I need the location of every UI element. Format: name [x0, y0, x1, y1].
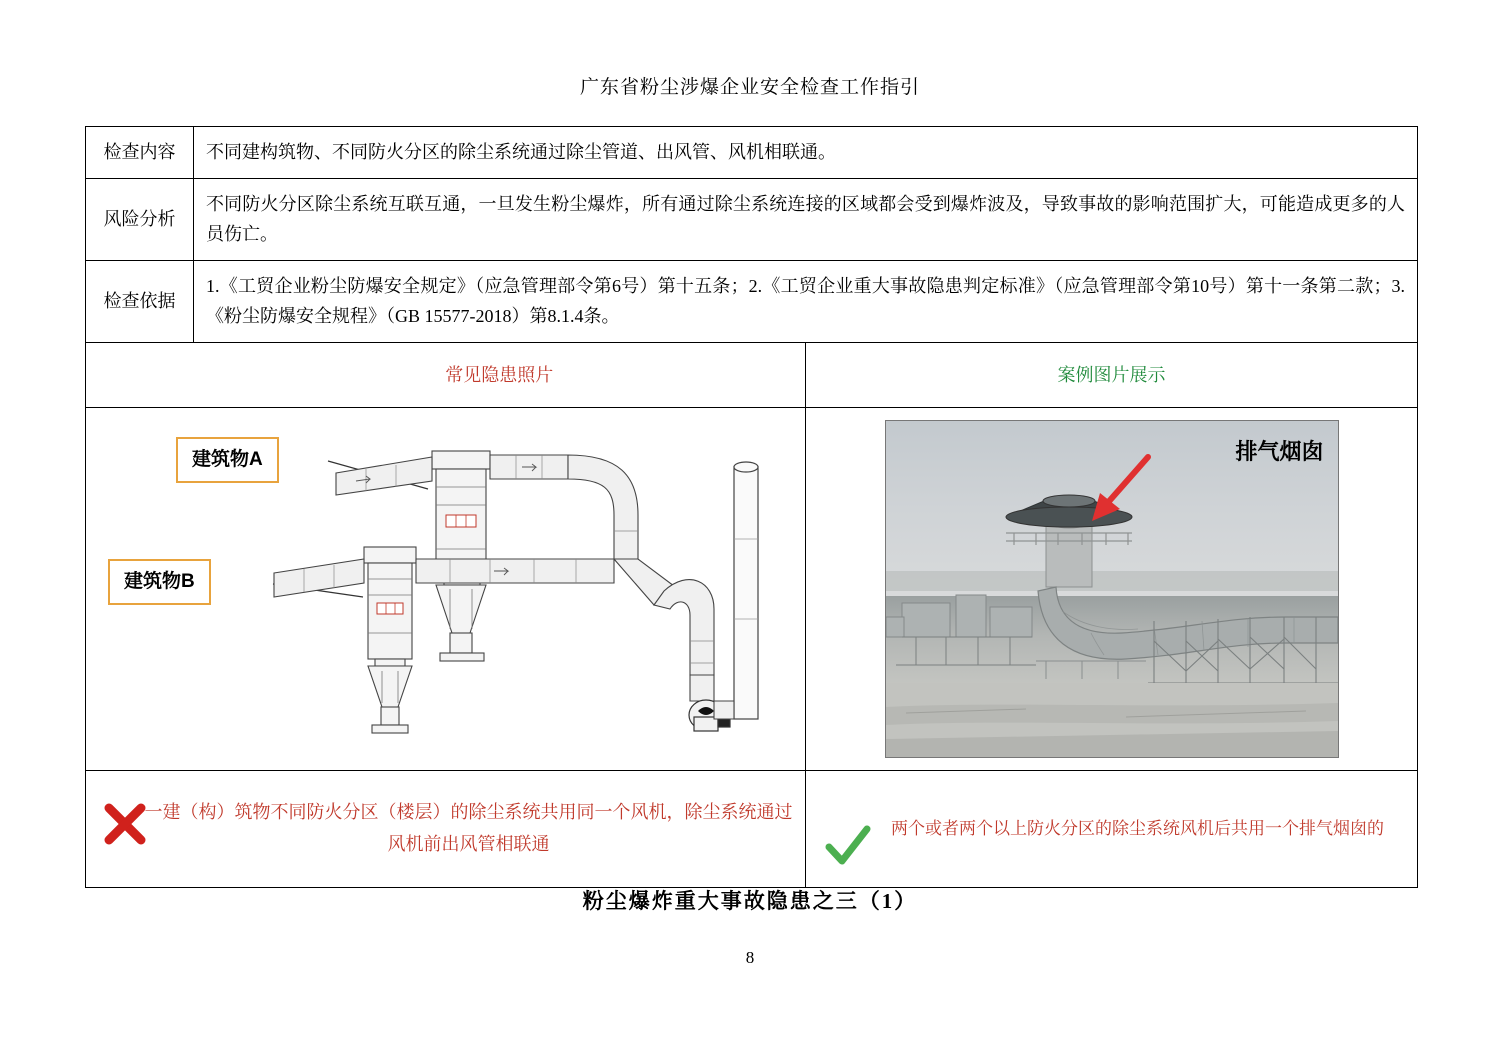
row-label-check-content: 检查内容	[86, 127, 194, 179]
subhead-left-label: 常见隐患照片	[445, 364, 554, 385]
cross-mark-icon	[102, 801, 148, 847]
row-text-risk-analysis: 不同防火分区除尘系统互联互通，一旦发生粉尘爆炸，所有通过除尘系统连接的区域都会受到爆炸波及，导致事故的影响范围扩大，可能造成更多的人员伤亡。	[194, 178, 1418, 260]
subhead-spacer	[86, 342, 194, 407]
check-mark-icon	[824, 825, 872, 869]
caption-left	[98, 797, 793, 860]
photo-annotation-label: 排气烟囱	[1235, 438, 1324, 464]
subhead-right	[806, 342, 1418, 407]
table-row-subheads	[86, 342, 1418, 407]
case-photo	[885, 420, 1339, 758]
caption-right-text: 两个或者两个以上防火分区的除尘系统风机后共用一个排气烟囱的	[891, 818, 1384, 838]
tag-building-b: 建筑物B	[108, 559, 211, 605]
row-label-basis: 检查依据	[86, 260, 194, 342]
illustration-cell	[86, 407, 806, 770]
case-photo-cell	[806, 407, 1418, 770]
table-row-check-content	[86, 127, 1418, 179]
subhead-right-label: 案例图片展示	[1057, 364, 1166, 385]
page-number: 8	[745, 948, 755, 967]
row-label-risk-analysis: 风险分析	[86, 178, 194, 260]
table-row-captions	[86, 770, 1418, 887]
table-row-basis	[86, 260, 1418, 342]
subhead-left	[194, 342, 806, 407]
caption-right-cell	[806, 770, 1418, 887]
table-row-images	[86, 407, 1418, 770]
caption-left-text: 一建（构）筑物不同防火分区（楼层）的除尘系统共用同一个风机，除尘系统通过风机前出风管相联通	[144, 802, 793, 854]
caption-left-cell	[86, 770, 806, 887]
table-row-risk-analysis	[86, 178, 1418, 260]
inspection-table	[85, 126, 1418, 888]
photo-scene-svg	[886, 421, 1338, 757]
caption-right	[818, 815, 1405, 844]
dust-system-illustration	[98, 419, 793, 759]
tag-building-a: 建筑物A	[176, 437, 279, 483]
document-header: 广东省粉尘涉爆企业安全检查工作指引	[579, 77, 920, 98]
footer-title: 粉尘爆炸重大事故隐患之三（1）	[582, 889, 918, 913]
row-text-check-content: 不同建构筑物、不同防火分区的除尘系统通过除尘管道、出风管、风机相联通。	[194, 127, 1418, 179]
row-text-basis: 1.《工贸企业粉尘防爆安全规定》（应急管理部令第6号）第十五条；2.《工贸企业重大事故隐患判定标准》（应急管理部令第10号）第十一条第二款；3.《粉尘防爆安全规程》（GB 15577-2018）第8.1.4条。	[194, 260, 1418, 342]
